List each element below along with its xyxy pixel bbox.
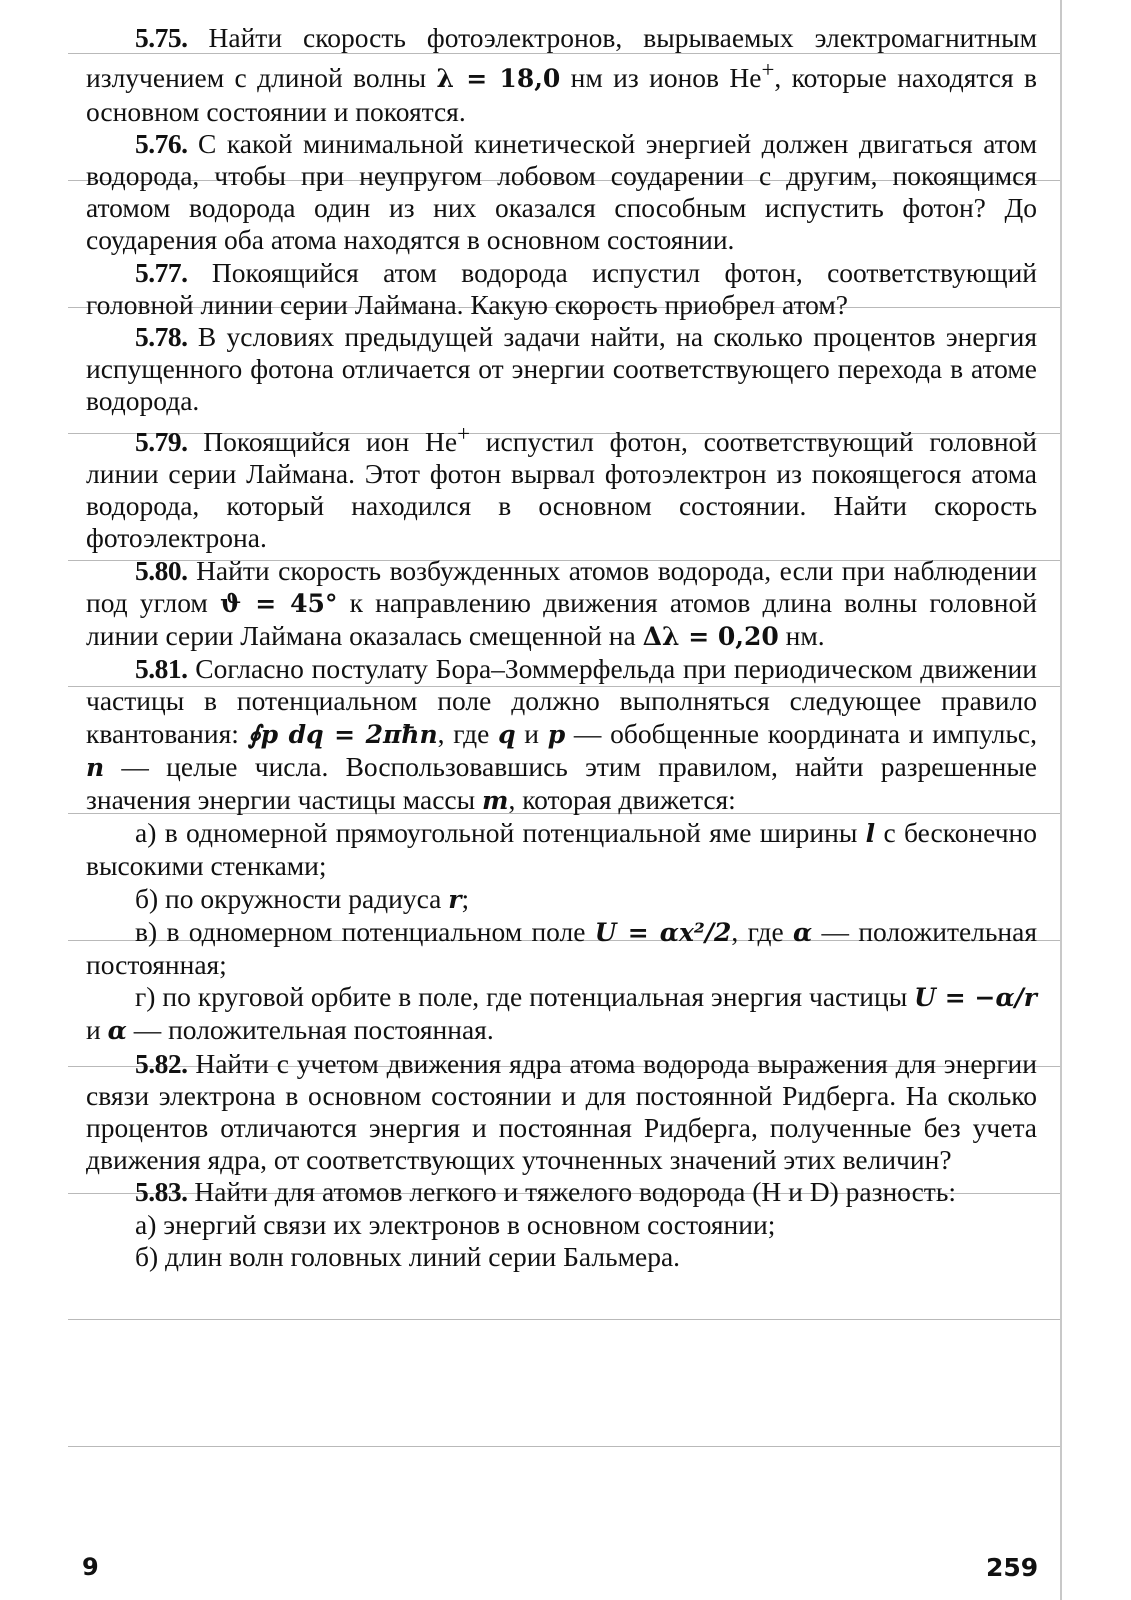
problem-text: — обобщенные координата и импульс, <box>565 717 1037 749</box>
problem-text: Найти скорость фотоэлектронов, вырываемых электромагнитным излучением с длиной волны <box>86 22 1037 94</box>
problem-number: 5.76. <box>135 127 188 159</box>
problem-text: , которые находятся в основном состоянии и покоятся. <box>86 62 1037 127</box>
math-var-n: n <box>86 752 105 782</box>
item-text: — положительная постоянная; <box>86 915 1037 980</box>
math-var-alpha: α <box>107 1016 127 1046</box>
math-var-p: p <box>547 719 566 749</box>
scan-line <box>68 1446 1060 1447</box>
problem-number: 5.81. <box>135 653 188 685</box>
problem-text: Найти с учетом движения ядра атома водорода выражения для энергии связи электрона в основном состоянии и для постоянной Ридберга. На сколько процентов отличаются энергия и постоянная Ридберга, полученные без учета движения ядра, от соответствующих уточненных значений этих величин? <box>86 1047 1037 1176</box>
problem-number: 5.77. <box>135 256 188 288</box>
item-text: , где <box>731 915 793 947</box>
problem-text: — целые числа. Воспользовавшись этим правилом, найти разрешенные значения энергии частицы массы <box>86 750 1037 815</box>
math-var-r: r <box>448 884 462 914</box>
problem-5-82 <box>86 1048 1037 1177</box>
scan-line <box>68 1319 1060 1320</box>
math-angle: ϑ = 45° <box>220 588 338 618</box>
item-text: в) в одномерном потенциальном поле <box>135 915 595 947</box>
math-wavelength: λ = 18,0 <box>436 64 561 94</box>
problem-number: 5.80. <box>135 554 188 586</box>
math-potential: U = αx²/2 <box>594 917 732 947</box>
problem-text: , которая движется: <box>508 783 736 815</box>
problem-text: Найти для атомов легкого и тяжелого водорода (H и D) разность: <box>187 1176 956 1208</box>
problem-text: , где <box>437 717 499 749</box>
page-edge-line <box>1060 0 1062 1600</box>
problem-5-83 <box>86 1176 1037 1208</box>
superscript: + <box>457 420 470 446</box>
page-text <box>86 22 1037 1273</box>
problem-5-83-item-b: б) длин волн головных линий серии Бальмера. <box>135 1240 681 1272</box>
footer-mark: 9 <box>82 1553 99 1581</box>
problem-5-79 <box>86 418 1037 555</box>
problem-number: 5.79. <box>135 425 188 457</box>
problem-number: 5.83. <box>135 1176 188 1208</box>
problem-text: Найти скорость возбужденных атомов водорода, если при наблюдении под углом <box>86 554 1037 618</box>
math-var-alpha: α <box>792 917 813 947</box>
item-text: ; <box>461 882 470 914</box>
problem-5-81-item-b <box>86 883 1037 916</box>
item-text: — положительная постоянная. <box>126 1014 494 1046</box>
problem-5-81-item-c <box>86 916 1037 981</box>
problem-5-81 <box>86 653 1037 817</box>
math-var-l: l <box>865 819 876 849</box>
problem-5-83-item-a: а) энергий связи их электронов в основном состоянии; <box>135 1208 776 1240</box>
item-text: с бесконечно высокими стенками; <box>86 817 1037 882</box>
math-potential: U = −α/r <box>914 983 1037 1013</box>
problem-5-77 <box>86 257 1037 321</box>
problem-number: 5.82. <box>135 1047 188 1079</box>
problem-text: В условиях предыдущей задачи найти, на сколько процентов энергия испущенного фотона отличается от энергии соответствующего перехода в атоме водорода. <box>86 320 1037 417</box>
problem-5-81-item-a <box>86 817 1037 882</box>
problem-text: С какой минимальной кинетической энергией должен двигаться атом водорода, чтобы при неупругом лобовом соударении с другим, покоящимся атомом водорода один из них оказался способным испустить фотон? До соударения оба атома находятся в основном состоянии. <box>86 127 1037 256</box>
item-text: б) по окружности радиуса <box>135 882 449 914</box>
item-text: г) по круговой орбите в поле, где потенциальная энергия частицы <box>135 981 915 1013</box>
problem-text: Покоящийся атом водорода испустил фотон, соответствующий головной линии серии Лаймана. Какую скорость приобрел атом? <box>86 256 1037 320</box>
problem-text: испустил фотон, соответствующий головной линии серии Лаймана. Этот фотон вырвал фотоэлектрон из покоящегося атома водорода, который находился в основном состоянии. Найти скорость фотоэлектрона. <box>86 425 1038 554</box>
page-number: 259 <box>986 1553 1039 1582</box>
problem-5-78 <box>86 321 1037 418</box>
item-text: и <box>86 1014 108 1046</box>
problem-5-76 <box>86 128 1037 257</box>
problem-number: 5.78. <box>135 320 188 352</box>
problem-text: к направлению движения атомов длина волны головной линии серии Лаймана оказалась смещенной на <box>86 586 1037 651</box>
math-wavelength-shift: Δλ = 0,20 <box>642 621 779 651</box>
item-text: а) в одномерной прямоугольной потенциальной яме ширины <box>135 817 866 849</box>
problem-text: нм. <box>778 619 825 651</box>
math-var-q: q <box>498 719 516 749</box>
problem-text: и <box>515 717 548 749</box>
problem-number: 5.75. <box>135 22 188 53</box>
problem-5-80 <box>86 555 1037 654</box>
problem-text: Согласно постулату Бора–Зоммерфельда при периодическом движении частицы в потенциальном поле должно выполняться следующее правило квантования: <box>86 653 1037 749</box>
problem-5-81-item-d <box>86 981 1037 1047</box>
problem-5-75 <box>86 22 1037 128</box>
superscript: + <box>761 57 775 83</box>
problem-text: нм из ионов He <box>560 62 762 94</box>
math-var-m: m <box>481 785 509 815</box>
problem-text: Покоящийся ион He <box>187 425 458 457</box>
math-quantization-rule: ∮p dq = 2πħn <box>247 719 438 749</box>
